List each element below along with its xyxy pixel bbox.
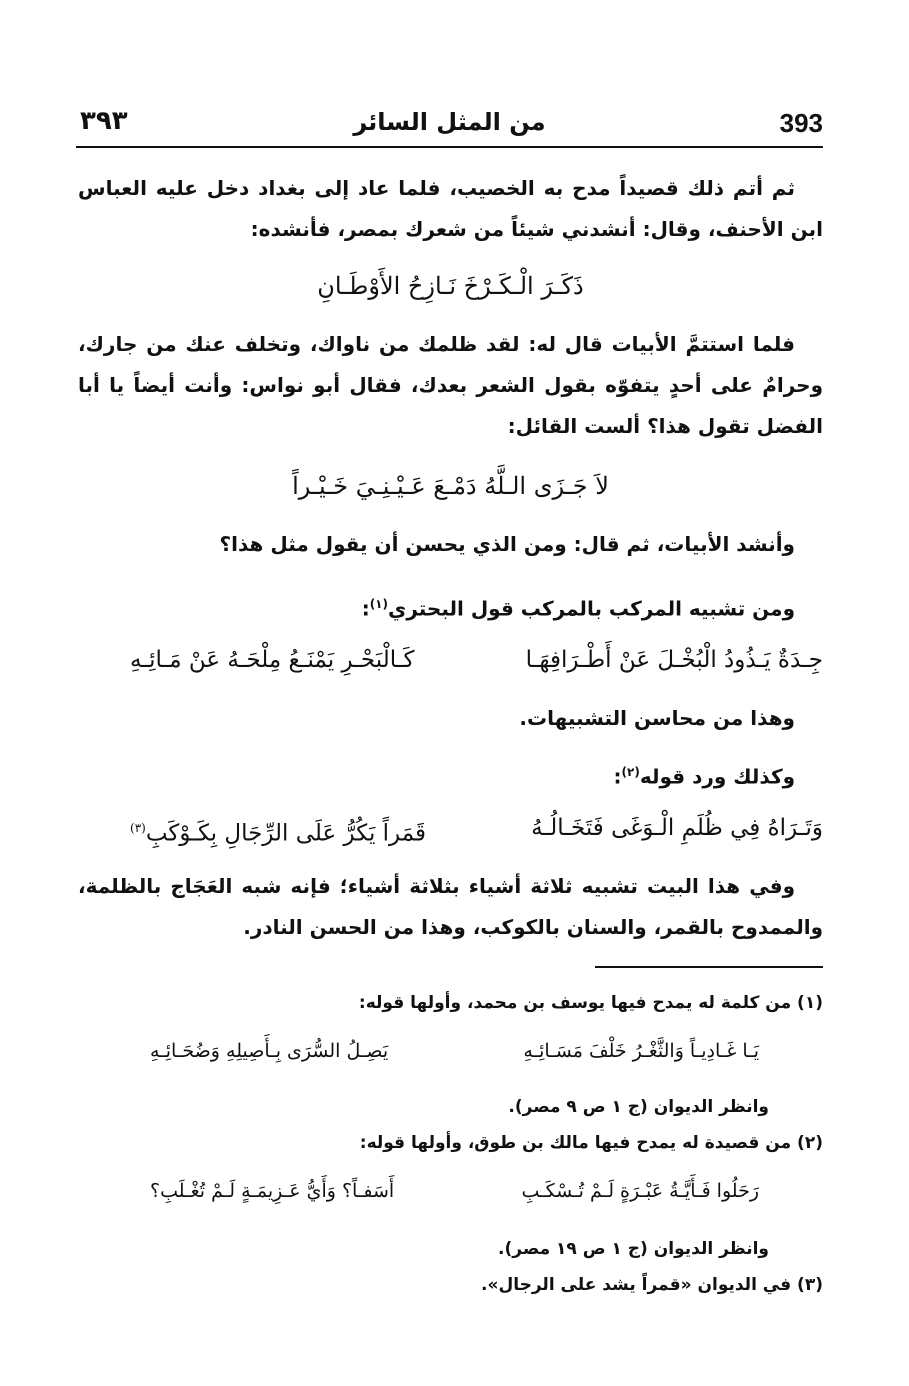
footnote-mark-1: (١): [369, 597, 388, 611]
footnote-2-reference: وانظر الديوان (ج ١ ص ١٩ مصر).: [498, 1239, 769, 1259]
footnote-mark-2: (٢): [621, 765, 640, 779]
paragraph-2: فلما استتمَّ الأبيات قال له: لقد ظلمك من ناواك، وتخلف عنك من جارك، وحرامٌ على أحدٍ يتفوّه بقول الشعر بعدك، فقال أبو نواس: وأنت أيضاً يا أبا الفضل تقول هذا؟ ألست القائل:: [78, 332, 823, 438]
page-header: [76, 104, 823, 148]
footnote-2-verse-second: أَسَفـاً؟ وَأَيُّ عَـزِيمَـةٍ لَـمْ تُغْـلَبِ؟: [150, 1180, 395, 1202]
verse-1: ذَكَـرَ الْـكَـرْخَ نَـازِحُ الأَوْطَـانِ: [317, 272, 584, 300]
paragraph-7: وفي هذا البيت تشبيه ثلاثة أشياء بثلاثة أشياء؛ فإنه شبه العَجَاج بالظلمة، والممدوح بالقمر، والسنان بالكوكب، وهذا من الحسن النادر.: [78, 874, 823, 939]
footnote-2: (٢) من قصيدة له يمدح فيها مالك بن طوق، وأولها قوله:: [359, 1133, 823, 1153]
paragraph-6-end: :: [613, 764, 622, 789]
verse-3: [130, 640, 823, 680]
footnote-2-verse-first: رَحَلُوا فَـأَيَّـةُ عَبْـرَةٍ لَـمْ تُـسْكَـبِ: [521, 1180, 759, 1202]
verse-3-second-hemistich: كَـالْبَحْـرِ يَمْنَـعُ مِلْحَـهُ عَنْ مَـائِـهِ: [130, 647, 415, 673]
verse-4-second-text: قَمَراً يَكُرُّ عَلَى الرِّجَالِ بِكَـوْكَبِ: [145, 820, 427, 847]
paragraph-6: [78, 752, 823, 798]
footnote-1-verse-first: يَـا غَـادِيـاً وَالثَّغْـرُ خَلْفَ مَسَـائِـهِ: [523, 1040, 759, 1062]
paragraph-4: [78, 584, 823, 630]
paragraph-4-text: ومن تشبيه المركب بالمركب قول البحتري: [387, 596, 795, 621]
running-title: من المثل السائر: [353, 108, 546, 136]
footnote-3: (٣) في الديوان «قمراً يشد على الرجال».: [481, 1275, 823, 1295]
footnote-1-verse-second: يَصِـلُ السُّرَى بِـأَصِيلِهِ وَضُحَـائِـهِ: [150, 1040, 389, 1062]
page-number-latin: 393: [779, 108, 823, 138]
verse-2: لاَ جَـزَى الـلَّهُ دَمْـعَ عَـيْـنِـيَ خَـيْـراً: [292, 472, 609, 500]
verse-4-first-hemistich: وَتَـرَاهُ فِي ظُلَمِ الْـوَغَى فَتَخَـالُـهُ: [531, 815, 823, 841]
paragraph-4-end: :: [361, 596, 370, 621]
footnote-1-reference: وانظر الديوان (ج ١ ص ٩ مصر).: [508, 1097, 769, 1117]
paragraph-1: ثم أتم ذلك قصيداً مدح به الخصيب، فلما عاد إلى بغداد دخل عليه العباس ابن الأحنف، وقال: أنشدني شيئاً من شعرك بمصر، فأنشده:: [78, 176, 823, 241]
paragraph-5: وهذا من محاسن التشبيهات.: [519, 706, 795, 730]
footnote-2-verse: [150, 1174, 759, 1208]
page-number-arabic: ٣٩٣: [80, 106, 128, 136]
verse-4-second-hemistich: [130, 808, 426, 854]
paragraph-3: وأنشد الأبيات، ثم قال: ومن الذي يحسن أن يقول مثل هذا؟: [219, 532, 795, 556]
footnote-separator: [595, 966, 823, 968]
verse-4: [130, 808, 823, 854]
footnote-1: (١) من كلمة له يمدح فيها يوسف بن محمد، وأولها قوله:: [358, 993, 823, 1013]
verse-3-first-hemistich: جِـدَةٌ يَـذُودُ الْبُخْـلَ عَنْ أَطْـرَافِهَـا: [525, 647, 823, 673]
paragraph-6-text: وكذلك ورد قوله: [639, 764, 795, 789]
footnote-mark-3: (٣): [130, 821, 146, 835]
footnote-1-verse: [150, 1034, 759, 1068]
